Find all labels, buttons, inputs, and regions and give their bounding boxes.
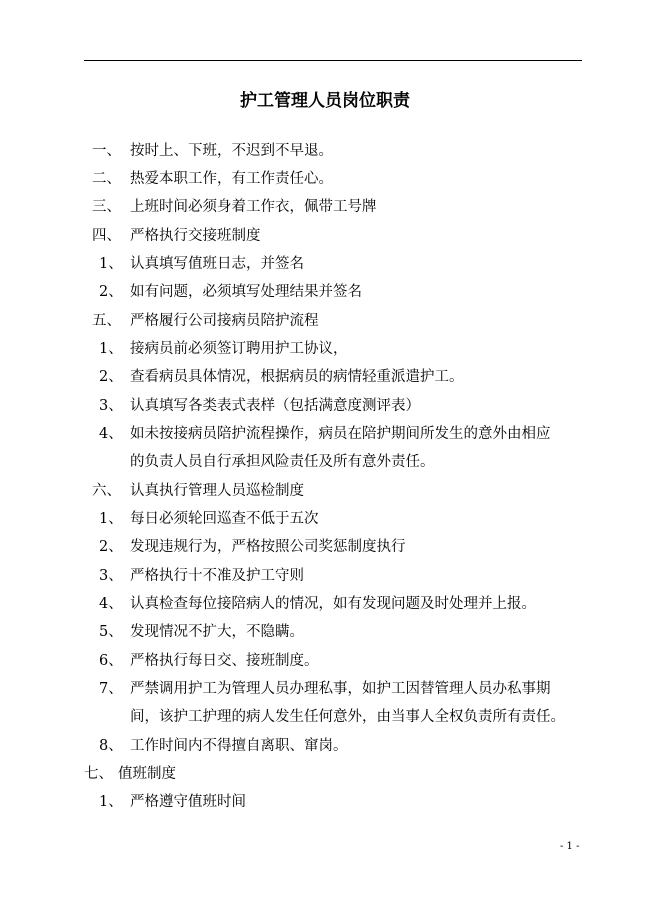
line-number: 七、 [84,766,113,782]
document-line [0,282,650,302]
document-line [0,396,650,416]
document-line [0,254,650,274]
line-number: 五、 [92,313,121,329]
line-number: 4、 [99,596,123,612]
document-line [0,679,650,699]
line-text: 查看病员具体情况，根据病员的病情轻重派遣护工。 [130,369,464,385]
document-line [0,452,650,472]
line-text: 严格执行十不准及护工守则 [130,568,304,584]
line-text: 如有问题，必须填写处理结果并签名 [130,284,362,300]
line-text: 发现违规行为，严格按照公司奖惩制度执行 [130,539,406,555]
line-number: 二、 [92,171,121,187]
line-text: 发现情况不扩大，不隐瞒。 [130,624,304,640]
line-number: 1、 [99,256,123,272]
line-number: 2、 [99,539,123,555]
document-line [0,764,650,784]
line-text: 认真执行管理人员巡检制度 [130,483,304,499]
line-number: 3、 [99,568,123,584]
header-rule [84,60,582,61]
line-text: 值班制度 [118,766,176,782]
line-number: 6、 [99,653,123,669]
line-number: 2、 [99,284,123,300]
line-number: 1、 [99,794,123,810]
document-line [0,509,650,529]
line-number: 3、 [99,398,123,414]
line-number: 8、 [99,738,123,754]
line-text: 的负责人员自行承担风险责任及所有意外责任。 [130,454,435,470]
document-line [0,594,650,614]
line-text: 如未按接病员陪护流程操作，病员在陪护期间所发生的意外由相应 [130,426,551,442]
page-number: - 1 - [560,841,580,852]
line-number: 六、 [92,483,121,499]
line-text: 间，该护工护理的病人发生任何意外，由当事人全权负责所有责任。 [130,709,565,725]
document-line [0,141,650,161]
line-number: 2、 [99,369,123,385]
document-line [0,566,650,586]
document-line [0,169,650,189]
document-line [0,707,650,727]
document-line [0,622,650,642]
document-line [0,792,650,812]
line-number: 一、 [92,143,121,159]
line-text: 严格履行公司接病员陪护流程 [130,313,319,329]
line-number: 1、 [99,341,123,357]
line-text: 每日必须轮回巡查不低于五次 [130,511,319,527]
line-number: 4、 [99,426,123,442]
line-text: 上班时间必须身着工作衣，佩带工号牌 [130,199,377,215]
document-line [0,226,650,246]
line-text: 接病员前必须签订聘用护工协议， [130,341,348,357]
document-title: 护工管理人员岗位职责 [240,91,410,111]
document-line [0,311,650,331]
line-text: 认真检查每位接陪病人的情况，如有发现问题及时处理并上报。 [130,596,536,612]
document-line [0,736,650,756]
line-number: 5、 [99,624,123,640]
line-number: 7、 [99,681,123,697]
document-line [0,197,650,217]
document-line [0,339,650,359]
line-number: 四、 [92,228,121,244]
document-line [0,481,650,501]
line-number: 三、 [92,199,121,215]
document-line [0,424,650,444]
line-text: 认真填写值班日志，并签名 [130,256,304,272]
line-text: 严格执行每日交、接班制度。 [130,653,319,669]
line-text: 认真填写各类表式表样（包括满意度测评表） [130,398,420,414]
line-text: 严格执行交接班制度 [130,228,261,244]
line-text: 工作时间内不得擅自离职、窜岗。 [130,738,348,754]
line-text: 严格遵守值班时间 [130,794,246,810]
line-number: 1、 [99,511,123,527]
line-text: 热爱本职工作，有工作责任心。 [130,171,333,187]
line-text: 严禁调用护工为管理人员办理私事，如护工因替管理人员办私事期 [130,681,551,697]
document-line [0,537,650,557]
document-line [0,367,650,387]
document-line [0,651,650,671]
line-text: 按时上、下班，不迟到不早退。 [130,143,333,159]
